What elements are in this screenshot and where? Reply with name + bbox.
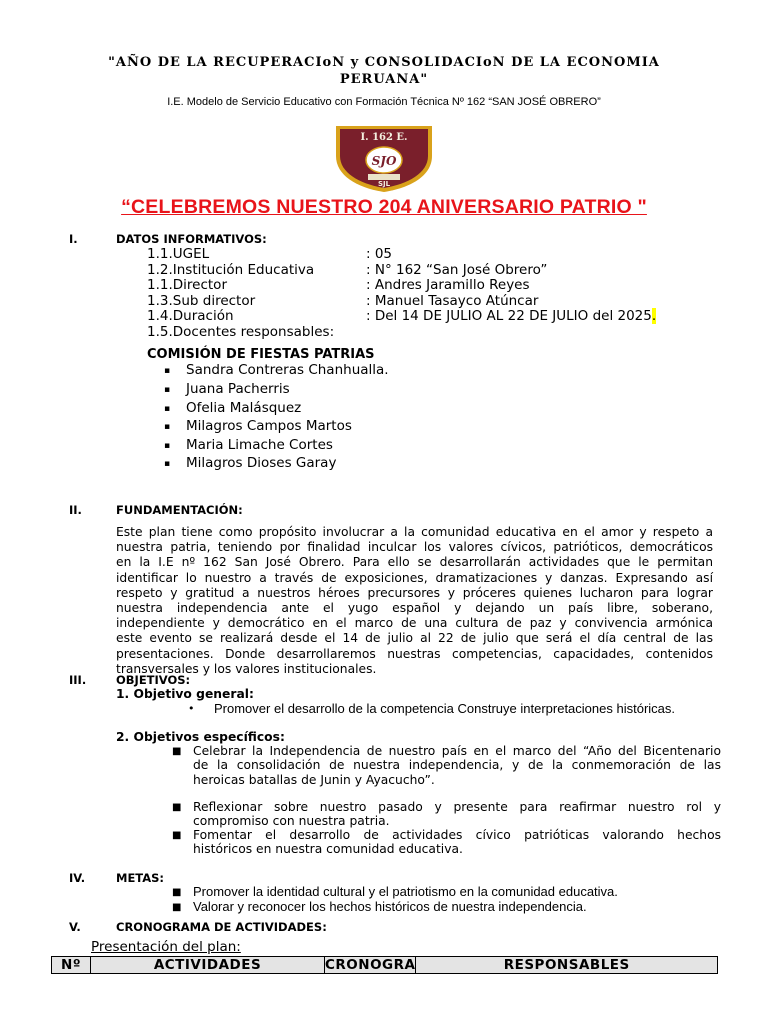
school-logo (330, 122, 438, 194)
info-label-ugel: 1.1.UGEL (147, 246, 210, 262)
info-value-institution: : N° 162 “San José Obrero” (366, 262, 548, 278)
dot-bullet-icon: • (188, 702, 195, 715)
member-item: Milagros Campos Martos (186, 418, 352, 434)
general-objective-item: Promover el desarrollo de la competencia Construye interpretaciones históricas. (214, 701, 675, 716)
paragraph-line: este evento se realizará desde el 14 de julio al 22 de julio que será el día central de las (116, 631, 713, 646)
square-bullet-icon: ■ (172, 746, 182, 757)
square-bullet-icon: ■ (172, 830, 182, 841)
highlighted-period: . (651, 308, 657, 324)
section-5-title: CRONOGRAMA DE ACTIVIDADES: (116, 920, 327, 934)
bullet-icon: ▪ (164, 441, 171, 451)
member-item: Sandra Contreras Chanhualla. (186, 362, 389, 378)
paragraph-line: identificar lo nuestro a través de exposiciones, dramatizaciones y danzas. Expresando así (116, 570, 713, 585)
header-schedule: CRONOGRA (325, 957, 416, 973)
paragraph-line: transversales y los valores institucionales. (116, 661, 377, 676)
info-label-institution: 1.2.Institución Educativa (147, 262, 315, 278)
bullet-icon: ▪ (164, 422, 171, 432)
info-value-subdirector: : Manuel Tasayco Atúncar (366, 293, 539, 309)
paragraph-line: presentaciones. Donde desarrollaremos nuestras competencias, capacidades, contenidos (116, 646, 713, 661)
section-3-number: III. (69, 673, 87, 687)
section-1-number: I. (69, 232, 78, 246)
specific-objective-item (193, 744, 721, 787)
info-label-duration: 1.4.Duración (147, 308, 234, 324)
info-value-duration (366, 308, 656, 324)
duration-text: : Del 14 DE JULIO AL 22 DE JULIO del 2025 (366, 308, 652, 324)
paragraph-line: nuestra patria, teniendo por finalidad inculcar los valores cívicos, patrióticos, democráticos (116, 540, 713, 555)
info-label-subdirector: 1.3.Sub director (147, 293, 256, 309)
header-activities: ACTIVIDADES (91, 957, 325, 974)
general-objective-title: 1. Objetivo general: (116, 687, 254, 701)
logo-bottom-text: SJL (377, 180, 391, 188)
bullet-icon: ▪ (164, 459, 171, 469)
paragraph-line: en la I.E nº 162 San José Obrero. Para ello se desarrollarán actividades que le permitan (116, 555, 713, 570)
year-motto (80, 54, 688, 88)
page-title: “CELEBREMOS NUESTRO 204 ANIVERSARIO PATRIO " (121, 196, 647, 218)
section-1-title: DATOS INFORMATIVOS: (116, 232, 267, 246)
bullet-icon: ▪ (164, 366, 171, 376)
goal-item: Valorar y reconocer los hechos históricos de nuestra independencia. (193, 899, 587, 914)
objective-line: compromiso con nuestra patria. (193, 814, 390, 829)
header-number: Nº (52, 957, 91, 974)
objective-line: de la consolidación de nuestra independencia, y de la conmemoración de las (193, 758, 721, 773)
section-2-title: FUNDAMENTACIÓN: (116, 503, 243, 517)
commission-title: COMISIÓN DE FIESTAS PATRIAS (147, 347, 375, 362)
info-label-director: 1.1.Director (147, 277, 227, 293)
objective-line: heroicas batallas de Junin y Ayacucho”. (193, 772, 435, 787)
paragraph-line: independiente y democrático en el marco de una cultura de paz y convivencia armónica (116, 616, 713, 631)
specific-objective-item (193, 800, 721, 829)
section-5-number: V. (69, 920, 81, 934)
year-motto-line2: PERUANA" (339, 72, 429, 87)
presentation-label: Presentación del plan: (91, 939, 241, 955)
square-bullet-icon: ■ (172, 902, 182, 913)
paragraph-line: Este plan tiene como propósito involucrar a la comunidad educativa en el amor y respeto a (116, 525, 713, 539)
school-name: I.E. Modelo de Servicio Educativo con Formación Técnica Nº 162 “SAN JOSÉ OBRERO” (167, 96, 601, 108)
objective-line: Reflexionar sobre nuestro pasado y presente para reafirmar nuestro rol y (193, 800, 721, 814)
logo-monogram: SJO (371, 154, 397, 168)
goal-item: Promover la identidad cultural y el patriotismo en la comunidad educativa. (193, 884, 618, 899)
objective-line: Celebrar la Independencia de nuestro país en el marco del “Año del Bicentenario (193, 744, 721, 758)
member-item: Maria Limache Cortes (186, 437, 333, 453)
bullet-icon: ▪ (164, 385, 171, 395)
schedule-table (51, 956, 718, 974)
info-label-teachers: 1.5.Docentes responsables: (147, 324, 335, 340)
member-item: Ofelia Malásquez (186, 400, 302, 416)
year-motto-line1: "AÑO DE LA RECUPERACIoN y CONSOLIDACIoN DE LA ECONOMIA (108, 55, 660, 70)
section-4-title: METAS: (116, 871, 165, 885)
paragraph-line: nuestra independencia ante el yugo español y dejando un país libre, soberano, (116, 601, 713, 616)
square-bullet-icon: ■ (172, 887, 182, 898)
info-value-ugel: : 05 (366, 246, 393, 262)
square-bullet-icon: ■ (172, 802, 182, 813)
header-responsible: RESPONSABLES (416, 957, 718, 974)
objective-line: Fomentar el desarrollo de actividades cívico patrióticas valorando hechos (193, 828, 721, 842)
section-2-number: II. (69, 503, 82, 517)
objective-line: históricos en nuestra comunidad educativa. (193, 842, 463, 857)
specific-objectives-title: 2. Objetivos específicos: (116, 730, 285, 744)
info-value-director: : Andres Jaramillo Reyes (366, 277, 530, 293)
section-3-title: OBJETIVOS: (116, 673, 191, 687)
section-4-number: IV. (69, 871, 86, 885)
member-item: Milagros Dioses Garay (186, 455, 337, 471)
bullet-icon: ▪ (164, 404, 171, 414)
table-header-row (52, 957, 718, 974)
logo-top-text: I. 162 E. (360, 132, 408, 143)
member-item: Juana Pacherris (186, 381, 290, 397)
specific-objective-item (193, 828, 721, 857)
fundamentacion-paragraph (116, 525, 713, 677)
paragraph-line: respeto y gratitud a nuestros héroes precursores y próceres quienes lucharon para lograr (116, 585, 713, 600)
